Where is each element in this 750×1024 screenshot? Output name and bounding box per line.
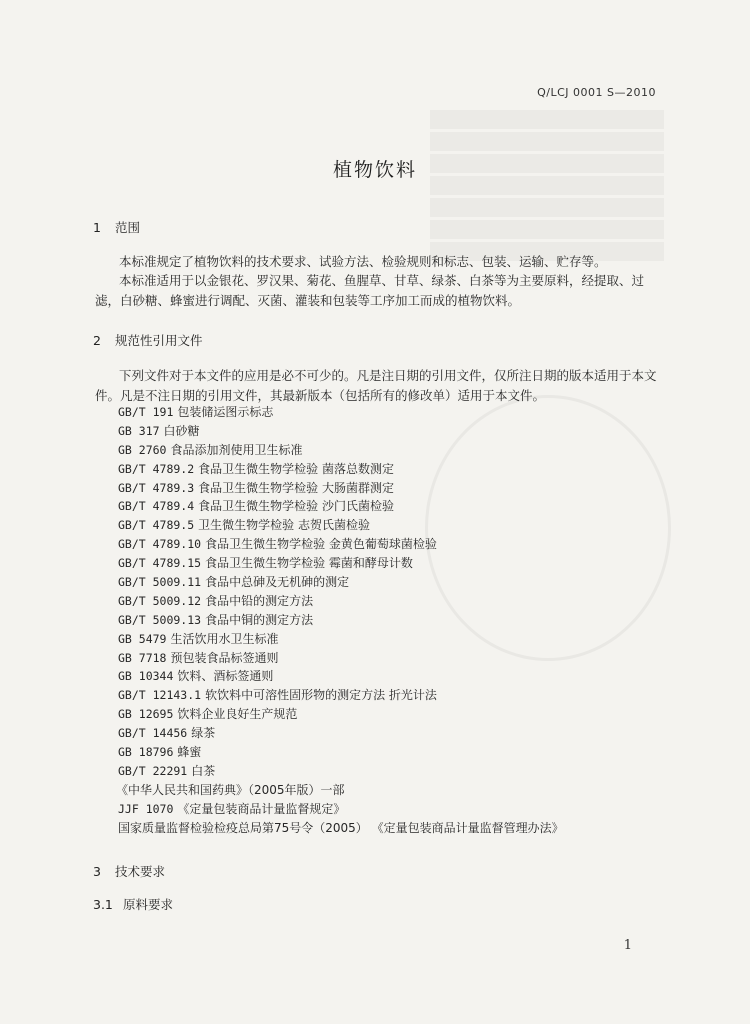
reference-item: GB/T 5009.13 食品中铜的测定方法 (118, 612, 314, 627)
reference-item: 国家质量监督检验检疫总局第75号令（2005） 《定量包装商品计量监督管理办法》 (118, 820, 564, 835)
section-title: 技术要求 (115, 864, 166, 879)
scope-paragraph-2: 本标准适用于以金银花、罗汉果、菊花、鱼腥草、甘草、绿茶、白茶等为主要原料，经提取、过滤，白砂糖、蜂蜜进行调配、灭菌、灌装和包装等工序加工而成的植物饮料。 (95, 273, 645, 308)
section-title: 规范性引用文件 (115, 333, 203, 348)
reference-item: GB/T 4789.4 食品卫生微生物学检验 沙门氏菌检验 (118, 499, 394, 514)
section-number: 2 (93, 333, 101, 348)
reference-item: GB/T 14456 绿茶 (118, 726, 216, 741)
reference-item: GB/T 22291 白茶 (118, 763, 216, 778)
page-number: 1 (623, 938, 632, 953)
reference-item: GB 18796 蜂蜜 (118, 745, 202, 760)
reference-item: GB/T 4789.2 食品卫生微生物学检验 菌落总数测定 (118, 461, 394, 476)
normative-references-list (118, 403, 564, 837)
section-number: 3.1 (93, 897, 113, 912)
section-3-heading (93, 862, 165, 880)
section-number: 1 (93, 220, 101, 235)
reference-item: GB/T 191 包装储运图示标志 (118, 405, 274, 419)
standard-code: Q/LCJ 0001 S—2010 (537, 86, 656, 99)
document-title: 植物饮料 (332, 159, 417, 181)
reference-item: GB 7718 预包装食品标签通则 (118, 650, 279, 665)
reference-item: GB/T 4789.15 食品卫生微生物学检验 霉菌和酵母计数 (118, 556, 413, 571)
reference-item: GB/T 4789.3 食品卫生微生物学检验 大肠菌群测定 (118, 480, 394, 495)
section-title: 范围 (115, 220, 141, 235)
bleed-through-text (430, 110, 690, 264)
section-3-1-heading (93, 895, 173, 913)
reference-item: GB 317 白砂糖 (118, 423, 200, 438)
reference-item: 《中华人民共和国药典》（2005年版）一部 (116, 782, 345, 797)
references-intro-paragraph: 下列文件对于本文件的应用是必不可少的。凡是注日期的引用文件，仅所注日期的版本适用于本文件。凡是不注日期的引用文件，其最新版本（包括所有的修改单）适用于本文件。 (95, 368, 657, 403)
reference-item: JJF 1070 《定量包装商品计量监督规定》 (118, 801, 346, 816)
reference-item: GB 2760 食品添加剂使用卫生标准 (118, 442, 303, 457)
reference-item: GB/T 5009.12 食品中铅的测定方法 (118, 593, 314, 608)
reference-item: GB 5479 生活饮用水卫生标准 (118, 631, 279, 646)
section-title: 原料要求 (123, 897, 174, 912)
scope-paragraph-1: 本标准规定了植物饮料的技术要求、试验方法、检验规则和标志、包装、运输、贮存等。 (119, 254, 607, 269)
reference-item: GB 10344 饮料、酒标签通则 (118, 669, 274, 684)
section-2-heading (93, 331, 203, 349)
reference-item: GB/T 4789.5 卫生微生物学检验 志贺氏菌检验 (118, 518, 370, 533)
reference-item: GB/T 4789.10 食品卫生微生物学检验 金黄色葡萄球菌检验 (118, 537, 437, 552)
section-1-heading (93, 218, 140, 236)
section-number: 3 (93, 864, 101, 879)
reference-item: GB/T 12143.1 软饮料中可溶性固形物的测定方法 折光计法 (118, 688, 437, 703)
reference-item: GB/T 5009.11 食品中总砷及无机砷的测定 (118, 575, 350, 590)
reference-item: GB 12695 饮料企业良好生产规范 (118, 707, 298, 722)
